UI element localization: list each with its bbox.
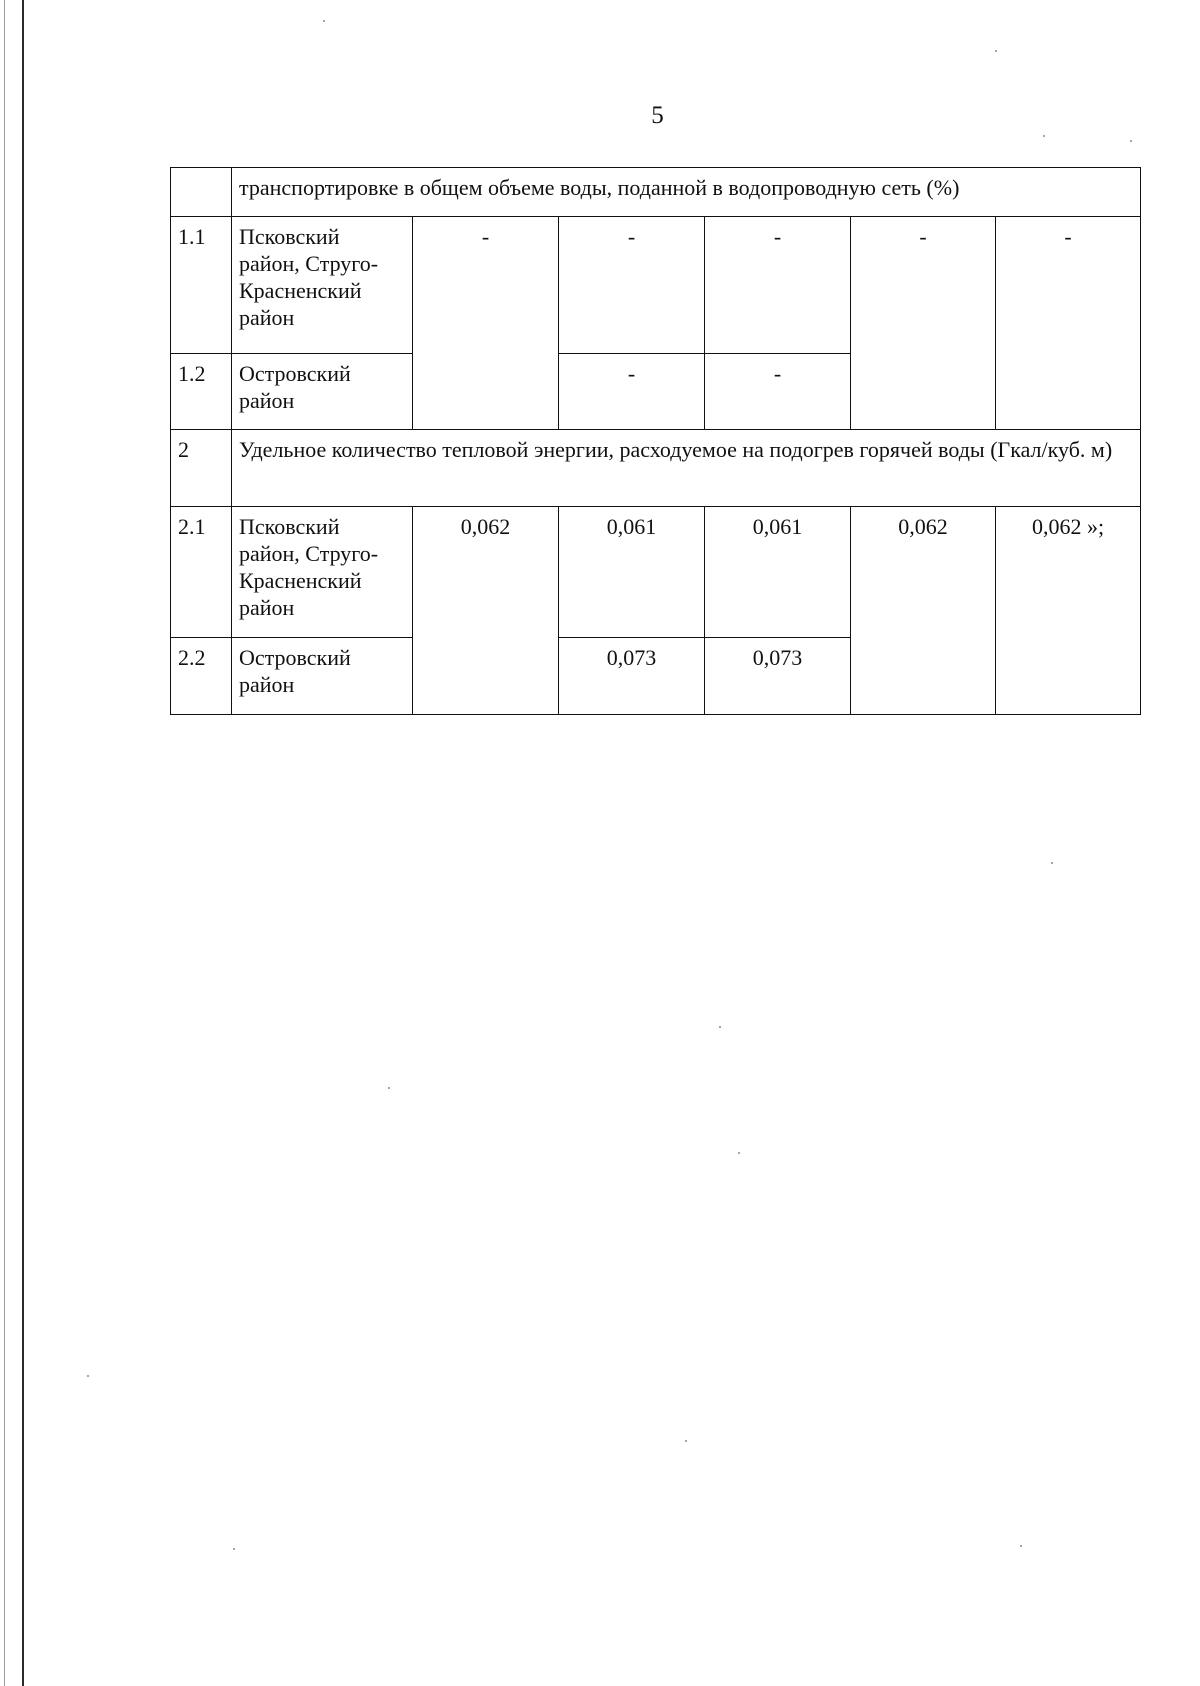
value-cell: 0,061 bbox=[705, 507, 851, 638]
scan-speck bbox=[323, 20, 325, 22]
row-number-cell: 2.2 bbox=[171, 638, 232, 715]
value-cell: 0,061 bbox=[559, 507, 705, 638]
row-number-cell: 1.2 bbox=[171, 354, 232, 430]
scan-speck bbox=[1130, 140, 1132, 142]
scan-edge-line bbox=[4, 0, 5, 1686]
table-row-1-1 bbox=[171, 217, 1141, 354]
scan-speck bbox=[1051, 862, 1053, 864]
table-row-continuation bbox=[171, 168, 1141, 217]
row-number-cell: 1.1 bbox=[171, 217, 232, 354]
value-cell: - bbox=[705, 354, 851, 430]
table-row-2-1 bbox=[171, 507, 1141, 638]
page-number: 5 bbox=[651, 102, 664, 129]
binding-margin-line bbox=[22, 0, 24, 1686]
indicator-title-cell: транспортировке в общем объеме воды, поданной в водопроводную сеть (%) bbox=[232, 168, 1141, 217]
scan-speck bbox=[719, 1026, 721, 1028]
value-cell: - bbox=[559, 217, 705, 354]
value-cell: - bbox=[851, 217, 996, 430]
row-number-cell bbox=[171, 168, 232, 217]
district-name-cell: Псковский район, Струго-Красненский район bbox=[232, 507, 413, 638]
value-cell: 0,062 bbox=[413, 507, 559, 715]
scan-speck bbox=[1043, 135, 1045, 137]
indicator-title-cell: Удельное количество тепловой энергии, расходуемое на подогрев горячей воды (Гкал/куб. м) bbox=[232, 430, 1141, 507]
scan-speck bbox=[1020, 1545, 1022, 1547]
value-cell: 0,062 bbox=[851, 507, 996, 715]
row-number-cell: 2.1 bbox=[171, 507, 232, 638]
value-cell: 0,062 »; bbox=[996, 507, 1141, 715]
district-name-cell: Псковский район, Струго-Красненский район bbox=[232, 217, 413, 354]
district-name-cell: Островский район bbox=[232, 354, 413, 430]
value-cell: 0,073 bbox=[559, 638, 705, 715]
scan-speck bbox=[87, 1375, 89, 1377]
value-cell: - bbox=[559, 354, 705, 430]
table-row-2 bbox=[171, 430, 1141, 507]
scan-speck bbox=[685, 1440, 687, 1442]
district-name-cell: Островский район bbox=[232, 638, 413, 715]
value-cell: 0,073 bbox=[705, 638, 851, 715]
value-cell: - bbox=[413, 217, 559, 430]
row-number-cell: 2 bbox=[171, 430, 232, 507]
scan-speck bbox=[738, 1152, 740, 1154]
value-cell: - bbox=[996, 217, 1141, 430]
indicators-table bbox=[170, 167, 1141, 715]
scan-speck bbox=[995, 50, 997, 52]
scan-speck bbox=[388, 1087, 390, 1089]
scan-speck bbox=[233, 1548, 235, 1550]
value-cell: - bbox=[705, 217, 851, 354]
